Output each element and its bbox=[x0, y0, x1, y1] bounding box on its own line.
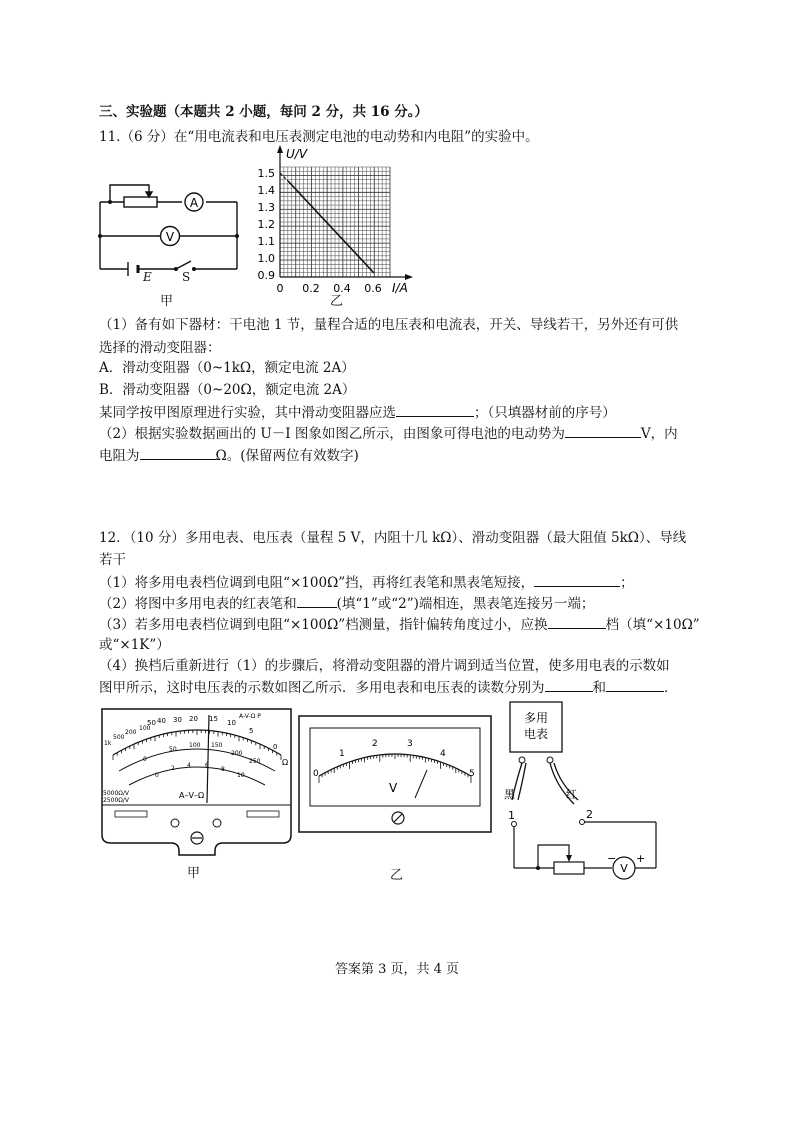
q11-option-a: A．滑动变阻器（0~1kΩ，额定电流 2A） bbox=[99, 360, 355, 376]
q12-voltmeter-symbol: V bbox=[620, 862, 628, 875]
voltmeter-symbol: V bbox=[165, 230, 175, 244]
answer-blank-8[interactable] bbox=[606, 677, 664, 692]
ytick-4: 1.2 bbox=[258, 218, 275, 231]
ac-10: 10 bbox=[237, 772, 245, 779]
q11-p1-ask-post: ；（只填器材前的序号） bbox=[474, 405, 616, 421]
q12-s1-pre: （1）将多用电表档位调到电阻“×100Ω”挡，再将红表笔和黑表笔短接， bbox=[99, 575, 535, 591]
q12-s4-mid: 和 bbox=[592, 680, 606, 696]
switch-label: S bbox=[182, 270, 191, 284]
black-label: 黑 bbox=[504, 788, 515, 801]
vm-tick-5: 5 bbox=[469, 769, 475, 779]
ac-0: 0 bbox=[155, 772, 159, 779]
q12-s4-pre: 图甲所示，这时电压表的示数如图乙所示．多用电表和电压表的读数分别为 bbox=[99, 680, 545, 696]
spec-2500: 2500Ω/V bbox=[103, 797, 129, 804]
vm-unit: V bbox=[389, 781, 398, 795]
q12-s2-pre: （2）将图中多用电表的红表笔和 bbox=[99, 596, 297, 612]
ytick-1: 1.5 bbox=[258, 167, 275, 180]
vm-tick-2: 2 bbox=[372, 739, 378, 749]
x-axis-label: I/A bbox=[392, 281, 408, 295]
q11-p1-line1: （1）备有如下器材：干电池 1 节，量程合适的电压表和电流表，开关、导线若干，另外还有可供 bbox=[99, 317, 679, 333]
dc-50: 50 bbox=[169, 746, 177, 753]
multimeter-dial bbox=[99, 705, 295, 861]
q12-s4-post: ． bbox=[664, 680, 678, 696]
terminal-2-label: 2 bbox=[586, 808, 593, 821]
q11-p2-pre: （2）根据实验数据画出的 U－I 图象如图乙所示，由图象可得电池的电动势为 bbox=[99, 426, 565, 442]
q12-fig-a-caption: 甲 bbox=[187, 866, 201, 881]
dc-0: 0 bbox=[143, 756, 147, 763]
q11-option-b: B．滑动变阻器（0~20Ω，额定电流 2A） bbox=[99, 382, 356, 398]
q12-step3 bbox=[99, 614, 700, 635]
answer-blank-2[interactable] bbox=[565, 423, 641, 438]
meter-label-1: 多用 bbox=[523, 711, 549, 725]
xtick-2: 0.2 bbox=[302, 282, 320, 295]
q12-step4-line1: （4）换档后重新进行（1）的步骤后，将滑动变阻器的滑片调到适当位置，使多用电表的示数如 bbox=[99, 658, 670, 674]
dc-150: 150 bbox=[211, 742, 223, 749]
vm-tick-1: 1 bbox=[339, 749, 345, 759]
battery-label-text: E bbox=[143, 270, 152, 284]
ohm-30: 30 bbox=[173, 716, 182, 724]
ytick-3: 1.3 bbox=[258, 201, 275, 214]
ytick-2: 1.4 bbox=[258, 184, 275, 197]
ohm-200: 200 bbox=[125, 729, 137, 736]
vm-tick-4: 4 bbox=[440, 749, 446, 759]
vm-tick-0: 0 bbox=[313, 769, 319, 779]
q11-p2-l2-post: Ω。(保留两位有效数字) bbox=[215, 448, 359, 464]
q12-s1-post: ； bbox=[620, 575, 634, 591]
dc-100: 100 bbox=[189, 742, 201, 749]
ohm-unit: Ω bbox=[282, 758, 289, 767]
answer-blank-1[interactable] bbox=[396, 402, 474, 417]
answer-blank-7[interactable] bbox=[545, 677, 593, 692]
ohm-5: 5 bbox=[249, 727, 254, 735]
red-label: 红 bbox=[566, 788, 577, 801]
corner-label: A-V-Ω P bbox=[239, 713, 261, 720]
vm-tick-3: 3 bbox=[407, 739, 413, 749]
ytick-7: 0.9 bbox=[258, 269, 275, 282]
q11-p2-line1 bbox=[99, 423, 678, 444]
xtick-4: 0.6 bbox=[364, 282, 382, 295]
q12-s2-post: (填“1”或“2”)端相连，黑表笔连接另一端； bbox=[336, 596, 595, 612]
ytick-6: 1.0 bbox=[258, 252, 275, 265]
terminal-1-label: 1 bbox=[508, 809, 515, 822]
q12-step2 bbox=[99, 593, 594, 614]
q12-stem-line1: 12．（10 分）多用电表、电压表（量程 5 V，内阻十几 kΩ）、滑动变阻器（最大阻值 5kΩ）、导线 bbox=[99, 530, 687, 546]
answer-blank-4[interactable] bbox=[534, 572, 620, 587]
section-title: 三、实验题（本题共 2 小题，每问 2 分，共 16 分。） bbox=[99, 104, 429, 120]
answer-blank-5[interactable] bbox=[297, 593, 337, 608]
ac-4: 4 bbox=[187, 762, 191, 769]
ammeter-symbol: A bbox=[189, 196, 199, 210]
voltmeter-dial bbox=[297, 714, 493, 834]
q12-fig-b-caption: 乙 bbox=[390, 868, 404, 883]
ac-2: 2 bbox=[171, 765, 175, 772]
ohm-20: 20 bbox=[189, 715, 198, 723]
q12-step3-line2: 或“×1K”） bbox=[99, 637, 170, 653]
ohm-1k: 1k bbox=[104, 740, 112, 747]
y-axis-label: U/V bbox=[286, 147, 308, 161]
q11-fig-a-caption: 甲 bbox=[160, 294, 174, 309]
ohm-500: 500 bbox=[113, 734, 125, 741]
dc-200: 200 bbox=[231, 750, 243, 757]
xtick-1: 0 bbox=[276, 282, 284, 295]
ytick-5: 1.1 bbox=[258, 235, 275, 248]
meter-label-2: 电表 bbox=[523, 727, 549, 741]
ac-8: 8 bbox=[221, 766, 225, 773]
answer-blank-3[interactable] bbox=[140, 445, 216, 460]
q11-p2-line2 bbox=[99, 445, 359, 466]
q11-p1-ask-pre: 某同学按甲图原理进行实验，其中滑动变阻器应选 bbox=[99, 405, 396, 421]
q12-s3-post: 档（填“×10Ω” bbox=[605, 617, 700, 633]
q12-step1 bbox=[99, 572, 634, 593]
q11-fig-b-caption: 乙 bbox=[330, 294, 344, 309]
plus-label: + bbox=[636, 852, 646, 865]
mode-label: A–V–Ω bbox=[179, 791, 205, 800]
ohm-10: 10 bbox=[227, 719, 236, 727]
ohm-50: 50 bbox=[147, 719, 156, 727]
ohm-100: 100 bbox=[139, 725, 151, 732]
answer-blank-6[interactable] bbox=[548, 614, 606, 629]
q12-connection-circuit bbox=[500, 700, 662, 880]
page-footer: 答案第 3 页，共 4 页 bbox=[334, 962, 460, 977]
dc-250: 250 bbox=[249, 758, 261, 765]
ac-6: 6 bbox=[205, 762, 209, 769]
q11-p2-l2-pre: 电阻为 bbox=[99, 448, 140, 464]
ohm-40: 40 bbox=[157, 717, 166, 725]
q11-p1-question bbox=[99, 402, 616, 423]
ohm-0: 0 bbox=[273, 743, 278, 751]
ohm-15: 15 bbox=[209, 715, 218, 723]
q11-stem: 11.（6 分）在“用电流表和电压表测定电池的电动势和内电阻”的实验中。 bbox=[99, 129, 539, 145]
spec-5000: 5000Ω/V bbox=[103, 790, 129, 797]
q12-step4-line2 bbox=[99, 677, 678, 698]
q11-p2-mid: V，内 bbox=[640, 426, 678, 442]
q11-circuit-diagram bbox=[96, 176, 244, 276]
q12-s3-pre: （3）若多用电表档位调到电阻“×100Ω”档测量，指针偏转角度过小，应换 bbox=[99, 617, 548, 633]
q11-ui-graph bbox=[258, 140, 418, 300]
minus-label: − bbox=[607, 852, 617, 865]
q12-stem-line2: 若干 bbox=[99, 552, 126, 568]
xtick-3: 0.4 bbox=[333, 282, 351, 295]
q11-p1-line2: 选择的滑动变阻器： bbox=[99, 340, 221, 356]
